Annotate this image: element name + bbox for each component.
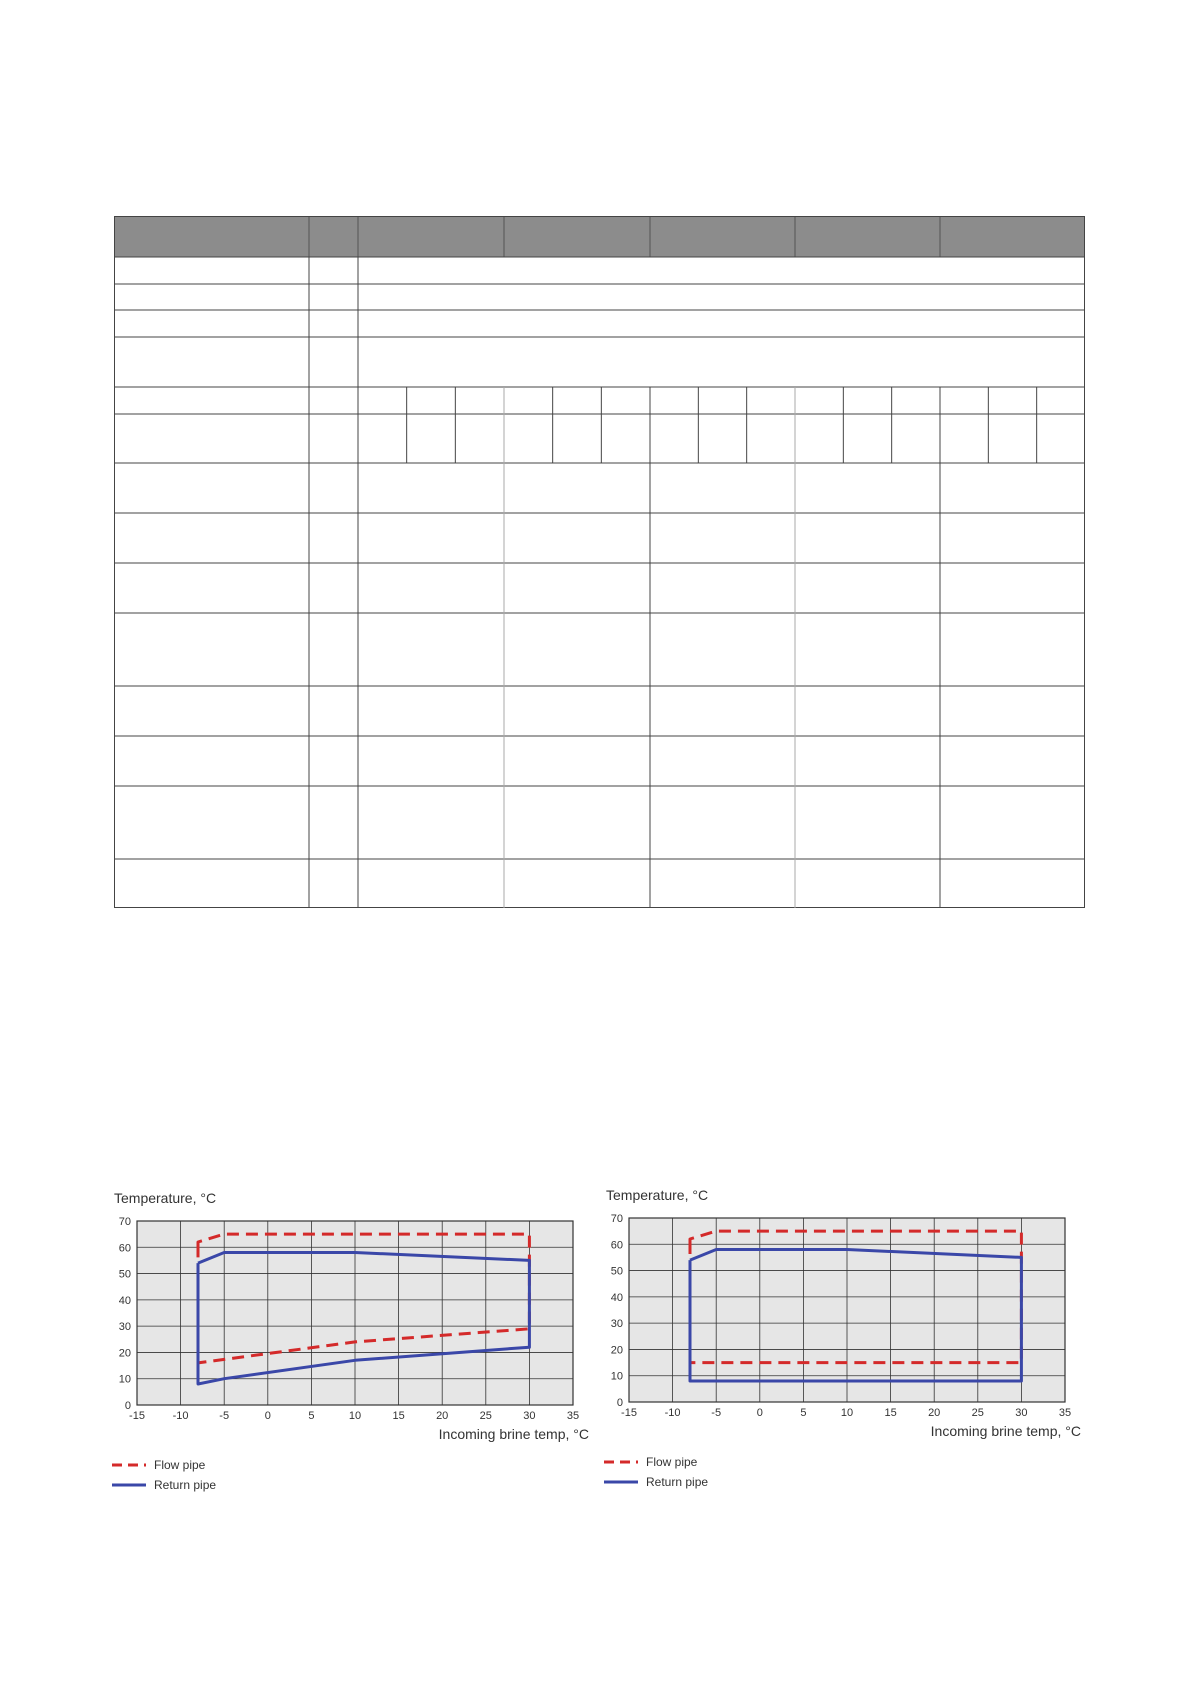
x-tick-label: 25 xyxy=(971,1407,984,1419)
chart-left-svg xyxy=(100,1185,620,1495)
y-tick-label: 40 xyxy=(610,1291,623,1304)
x-tick-label: 5 xyxy=(308,1410,315,1422)
y-tick-label: 20 xyxy=(610,1344,623,1357)
table-border xyxy=(115,217,1085,908)
y-tick-label: 20 xyxy=(118,1347,131,1360)
y-axis-title: Temperature, °C xyxy=(114,1190,217,1206)
legend-label: Return pipe xyxy=(154,1478,217,1492)
x-tick-label: 15 xyxy=(392,1410,405,1422)
y-tick-label: 70 xyxy=(610,1213,623,1225)
x-tick-label: -5 xyxy=(711,1407,722,1419)
y-tick-label: 70 xyxy=(118,1216,131,1228)
x-tick-label: 30 xyxy=(1015,1407,1028,1419)
y-tick-label: 30 xyxy=(118,1321,131,1334)
table-header-band xyxy=(114,216,1085,257)
x-tick-label: -15 xyxy=(129,1410,145,1422)
x-tick-label: -10 xyxy=(172,1410,189,1422)
y-tick-label: 0 xyxy=(124,1400,131,1412)
legend-label: Return pipe xyxy=(646,1475,709,1489)
x-tick-label: 0 xyxy=(264,1410,271,1422)
x-tick-label: 10 xyxy=(840,1407,854,1419)
x-tick-label: -10 xyxy=(664,1407,681,1419)
y-axis-title: Temperature, °C xyxy=(606,1187,709,1203)
x-tick-label: -15 xyxy=(621,1407,637,1419)
legend-label: Flow pipe xyxy=(646,1455,698,1469)
x-tick-label: 35 xyxy=(1058,1407,1072,1419)
operating-range-chart-left xyxy=(100,1185,620,1495)
y-tick-label: 30 xyxy=(610,1318,623,1331)
x-tick-label: -5 xyxy=(219,1410,230,1422)
y-tick-label: 50 xyxy=(118,1268,131,1281)
x-tick-label: 5 xyxy=(800,1407,807,1419)
y-tick-label: 50 xyxy=(610,1265,623,1278)
x-tick-label: 20 xyxy=(928,1407,941,1419)
x-tick-label: 35 xyxy=(566,1410,580,1422)
spec-table xyxy=(114,216,1085,908)
x-tick-label: 25 xyxy=(479,1410,492,1422)
y-tick-label: 0 xyxy=(616,1397,623,1409)
x-tick-label: 15 xyxy=(884,1407,897,1419)
x-tick-label: 30 xyxy=(523,1410,536,1422)
legend-label: Flow pipe xyxy=(154,1458,206,1472)
y-tick-label: 60 xyxy=(118,1242,131,1255)
x-axis-title: Incoming brine temp, °C xyxy=(438,1426,589,1442)
x-axis-title: Incoming brine temp, °C xyxy=(930,1423,1081,1439)
y-tick-label: 10 xyxy=(610,1370,623,1383)
operating-range-chart-right xyxy=(592,1182,1112,1492)
y-tick-label: 10 xyxy=(118,1373,131,1386)
y-tick-label: 40 xyxy=(118,1294,131,1307)
chart-right-svg xyxy=(592,1182,1112,1492)
y-tick-label: 60 xyxy=(610,1239,623,1252)
x-tick-label: 10 xyxy=(348,1410,362,1422)
spec-table-grid xyxy=(114,216,1085,908)
x-tick-label: 0 xyxy=(756,1407,763,1419)
x-tick-label: 20 xyxy=(436,1410,449,1422)
